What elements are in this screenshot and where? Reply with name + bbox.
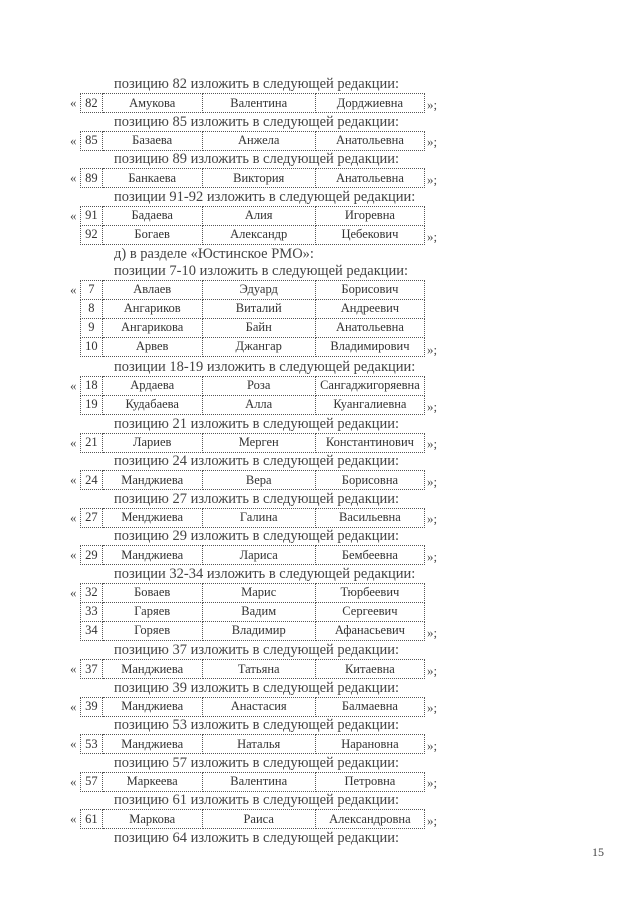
patronymic-cell: Игоревна [315,206,424,225]
first-name-cell: Галина [202,508,315,527]
patronymic-cell: Борисовна [315,471,424,490]
open-quote: « [70,472,77,487]
position-number-cell: 29 [81,546,103,565]
first-name-cell: Роза [202,376,315,395]
records-table [80,280,425,357]
position-number-cell: 19 [81,395,103,414]
section-heading [0,680,640,696]
surname-cell: Богаев [102,225,202,244]
patronymic-cell: Дорджиевна [315,94,424,113]
table-row [81,94,425,113]
table-row [81,169,425,188]
open-quote: « [70,584,77,600]
open-quote: « [70,661,77,676]
patronymic-cell: Тюрбеевич [315,583,424,602]
surname-cell: Кудабаева [102,395,202,414]
first-name-cell: Виктория [202,169,315,188]
surname-cell: Авлаев [102,280,202,299]
patronymic-cell: Петровна [315,772,424,791]
table-row [81,131,425,150]
table-row [81,337,425,356]
first-name-cell: Мерген [202,433,315,452]
records-table [80,508,425,528]
table-row [81,299,425,318]
surname-cell: Ангариков [102,299,202,318]
first-name-cell: Валентина [202,772,315,791]
first-name-cell: Наталья [202,735,315,754]
position-number-cell: 39 [81,697,103,716]
surname-cell: Боваев [102,583,202,602]
patronymic-cell: Сергеевич [315,602,424,621]
position-number-cell: 8 [81,299,103,318]
table-row [81,376,425,395]
patronymic-cell: Куангалиевна [315,395,424,414]
patronymic-cell: Борисович [315,280,424,299]
position-number-cell: 7 [81,280,103,299]
heading-text: позицию 82 изложить в следующей редакции: [114,76,400,92]
close-quote: »; [427,398,438,414]
section-heading [0,189,640,205]
table-row [81,206,425,225]
table-row [81,471,425,490]
table-row [81,660,425,679]
records-table [80,93,425,113]
close-quote: »; [427,625,438,640]
heading-text: позицию 21 изложить в следующей редакции: [114,415,400,432]
patronymic-cell: Цебекович [315,225,424,244]
first-name-cell: Алла [202,395,315,414]
open-quote: « [70,698,77,714]
table-row [81,318,425,337]
records-table [80,809,425,829]
close-quote: »; [427,700,438,715]
position-number-cell: 91 [81,206,103,225]
section-heading [0,416,640,432]
surname-cell: Маркеева [102,772,202,791]
surname-cell: Бадаева [102,206,202,225]
open-quote: « [70,132,77,148]
position-number-cell: 82 [81,94,103,113]
section-heading [0,246,640,262]
patronymic-cell: Китаевна [315,660,424,679]
section-heading [0,528,640,544]
heading-text: позицию 53 изложить в следующей редакции: [114,717,400,733]
surname-cell: Базаева [102,131,202,150]
first-name-cell: Анжела [202,131,315,150]
open-quote: « [70,736,77,751]
page-number: 15 [592,845,604,859]
first-name-cell: Александр [202,225,315,244]
records-table [80,470,425,490]
patronymic-cell: Андреевич [315,299,424,318]
open-quote: « [70,170,77,185]
records-table [80,433,425,453]
records-table [80,659,425,679]
patronymic-cell: Нарановна [315,735,424,754]
open-quote: « [70,811,77,826]
first-name-cell: Алия [202,206,315,225]
open-quote: « [70,509,77,525]
table-row [81,546,425,565]
heading-text: позицию 39 изложить в следующей редакции: [114,679,400,696]
records-table [80,131,425,151]
position-number-cell: 9 [81,318,103,337]
heading-text: позицию 89 изложить в следующей редакции: [114,151,400,167]
heading-text: позицию 57 изложить в следующей редакции: [114,754,400,771]
position-number-cell: 32 [81,583,103,602]
position-number-cell: 18 [81,376,103,395]
open-quote: « [70,207,77,223]
section-heading [0,359,640,375]
section-heading [0,792,640,808]
first-name-cell: Вадим [202,602,315,621]
first-name-cell: Виталий [202,299,315,318]
position-number-cell: 27 [81,508,103,527]
surname-cell: Амукова [102,94,202,113]
surname-cell: Манджиева [102,660,202,679]
records-table [80,206,425,245]
heading-text: д) в разделе «Юстинское РМО»: [114,245,314,262]
section-heading [0,755,640,771]
section-heading [0,642,640,658]
section-heading [0,151,640,167]
surname-cell: Ардаева [102,376,202,395]
heading-text: позицию 64 изложить в следующей редакции: [114,829,400,846]
table-row [81,395,425,414]
position-number-cell: 61 [81,810,103,829]
records-table [80,583,425,641]
table-row [81,583,425,602]
open-quote: « [70,547,77,562]
first-name-cell: Анастасия [202,697,315,716]
patronymic-cell: Анатольевна [315,318,424,337]
section-heading [0,491,640,507]
surname-cell: Манджиева [102,471,202,490]
records-table [80,734,425,754]
section-heading [0,263,640,279]
position-number-cell: 10 [81,337,103,356]
first-name-cell: Вера [202,471,315,490]
patronymic-cell: Александровна [315,810,424,829]
surname-cell: Манджиева [102,735,202,754]
close-quote: »; [427,473,438,489]
position-number-cell: 53 [81,735,103,754]
open-quote: « [70,434,77,450]
close-quote: »; [427,662,438,678]
table-row [81,602,425,621]
heading-text: позицию 24 изложить в следующей редакции: [114,453,400,469]
first-name-cell: Владимир [202,621,315,640]
position-number-cell: 89 [81,169,103,188]
surname-cell: Лариев [102,433,202,452]
records-table [80,772,425,792]
open-quote: « [70,377,77,393]
close-quote: »; [427,436,438,451]
first-name-cell: Байн [202,318,315,337]
open-quote: « [70,95,77,110]
position-number-cell: 57 [81,772,103,791]
section-heading [0,453,640,469]
position-number-cell: 85 [81,131,103,150]
records-table [80,697,425,717]
close-quote: »; [427,228,438,244]
heading-text: позицию 85 изложить в следующей редакции: [114,113,400,130]
close-quote: »; [427,775,438,790]
close-quote: »; [427,96,438,112]
close-quote: »; [427,511,438,526]
heading-text: позиции 32-34 изложить в следующей редакции: [114,565,416,582]
open-quote: « [70,773,77,789]
table-row [81,772,425,791]
first-name-cell: Джангар [202,337,315,356]
patronymic-cell: Васильевна [315,508,424,527]
position-number-cell: 33 [81,602,103,621]
heading-text: позиции 7-10 изложить в следующей редакции: [114,262,409,279]
records-table [80,168,425,188]
section-heading [0,830,640,846]
patronymic-cell: Сангаджигоряевна [315,376,424,395]
open-quote: « [70,281,77,297]
records-table [80,545,425,565]
position-number-cell: 37 [81,660,103,679]
position-number-cell: 21 [81,433,103,452]
heading-text: позицию 29 изложить в следующей редакции: [114,528,400,544]
patronymic-cell: Константинович [315,433,424,452]
first-name-cell: Марис [202,583,315,602]
first-name-cell: Раиса [202,810,315,829]
heading-text: позицию 61 изложить в следующей редакции: [114,792,400,808]
first-name-cell: Эдуард [202,280,315,299]
surname-cell: Горяев [102,621,202,640]
heading-text: позицию 37 изложить в следующей редакции: [114,642,400,658]
close-quote: »; [427,548,438,564]
table-row [81,508,425,527]
heading-text: позиции 91-92 изложить в следующей редакции: [114,188,416,205]
position-number-cell: 24 [81,471,103,490]
first-name-cell: Татьяна [202,660,315,679]
surname-cell: Манджиева [102,546,202,565]
close-quote: »; [427,134,438,149]
table-row [81,280,425,299]
patronymic-cell: Афанасьевич [315,621,424,640]
patronymic-cell: Анатольевна [315,169,424,188]
first-name-cell: Лариса [202,546,315,565]
patronymic-cell: Владимирович [315,337,424,356]
surname-cell: Арвев [102,337,202,356]
section-heading [0,566,640,582]
surname-cell: Менджиева [102,508,202,527]
surname-cell: Ангарикова [102,318,202,337]
first-name-cell: Валентина [202,94,315,113]
table-row [81,621,425,640]
table-row [81,225,425,244]
close-quote: »; [427,341,438,357]
position-number-cell: 34 [81,621,103,640]
close-quote: »; [427,737,438,753]
position-number-cell: 92 [81,225,103,244]
patronymic-cell: Балмаевна [315,697,424,716]
close-quote: »; [427,171,438,187]
table-row [81,433,425,452]
patronymic-cell: Бембеевна [315,546,424,565]
table-row [81,810,425,829]
close-quote: »; [427,812,438,828]
section-heading [0,76,640,92]
heading-text: позицию 27 изложить в следующей редакции: [114,490,400,507]
section-heading [0,717,640,733]
surname-cell: Банкаева [102,169,202,188]
surname-cell: Маркова [102,810,202,829]
surname-cell: Манджиева [102,697,202,716]
records-table [80,376,425,415]
patronymic-cell: Анатольевна [315,131,424,150]
table-row [81,697,425,716]
heading-text: позиции 18-19 изложить в следующей редакции: [114,358,416,375]
surname-cell: Гаряев [102,602,202,621]
section-heading [0,114,640,130]
table-row [81,735,425,754]
